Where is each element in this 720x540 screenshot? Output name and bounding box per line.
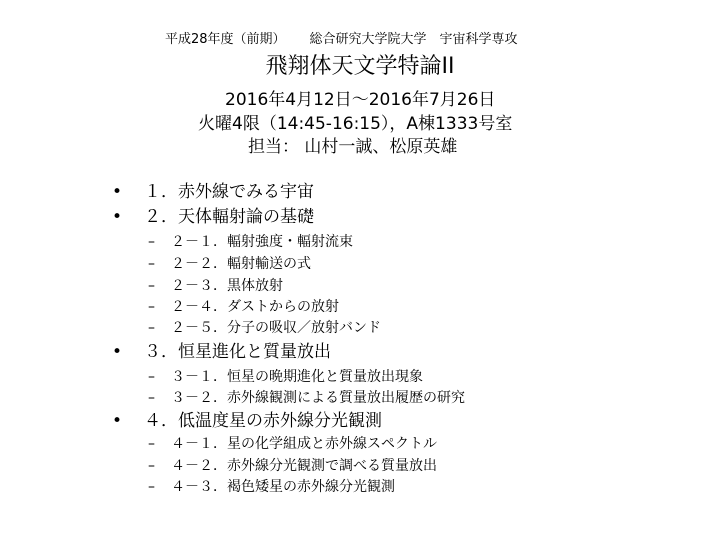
outline-item-label: ４．低温度星の赤外線分光観測 xyxy=(144,411,382,431)
dash-icon: – xyxy=(148,278,155,294)
dash-icon: – xyxy=(148,458,155,474)
dash-icon: – xyxy=(148,299,155,315)
dash-icon: – xyxy=(148,320,155,336)
course-title: 飛翔体天文学特論II xyxy=(265,54,455,79)
bullet-icon: • xyxy=(112,342,123,362)
course-schedule: 火曜4限（14:45-16:15），A棟1333号室 xyxy=(198,114,513,134)
dash-icon: – xyxy=(148,390,155,406)
dash-icon: – xyxy=(148,369,155,385)
course-header xyxy=(165,33,518,46)
dash-icon: – xyxy=(148,479,155,495)
outline-item-label: １．赤外線でみる宇宙 xyxy=(144,182,314,202)
dash-icon: – xyxy=(148,256,155,272)
outline-subitem-label: ２－３．黒体放射 xyxy=(171,278,283,294)
bullet-icon: • xyxy=(112,411,123,431)
dash-icon: – xyxy=(148,234,155,250)
outline-subitem-label: ２－５．分子の吸収／放射バンド xyxy=(171,320,381,336)
bullet-icon: • xyxy=(112,207,123,227)
outline-item-label: ３．恒星進化と質量放出 xyxy=(144,342,331,362)
course-instructors: 担当： 山村一誠、松原英雄 xyxy=(248,137,458,157)
department-name: 総合研究大学院大学 宇宙科学専攻 xyxy=(309,32,518,47)
outline-subitem-label: ３－１．恒星の晩期進化と質量放出現象 xyxy=(171,369,423,385)
outline-subitem-label: ４－２．赤外線分光観測で調べる質量放出 xyxy=(171,458,437,474)
outline-subitem-label: ３－２．赤外線観測による質量放出履歴の研究 xyxy=(171,390,465,406)
outline-subitem-label: ４－３．褐色矮星の赤外線分光観測 xyxy=(171,479,395,495)
program-term: 平成28年度（前期） xyxy=(165,32,286,47)
outline-item-label: ２．天体輻射論の基礎 xyxy=(144,207,314,227)
bullet-icon: • xyxy=(112,182,123,202)
outline-subitem-label: ２－１．輻射強度・輻射流束 xyxy=(171,234,353,250)
outline-subitem-label: ４－１．星の化学組成と赤外線スペクトル xyxy=(171,436,437,452)
outline-subitem-label: ２－２．輻射輸送の式 xyxy=(171,256,311,272)
dash-icon: – xyxy=(148,436,155,452)
course-dates: 2016年4月12日～2016年7月26日 xyxy=(225,90,496,110)
outline-subitem-label: ２－４．ダストからの放射 xyxy=(171,299,339,315)
